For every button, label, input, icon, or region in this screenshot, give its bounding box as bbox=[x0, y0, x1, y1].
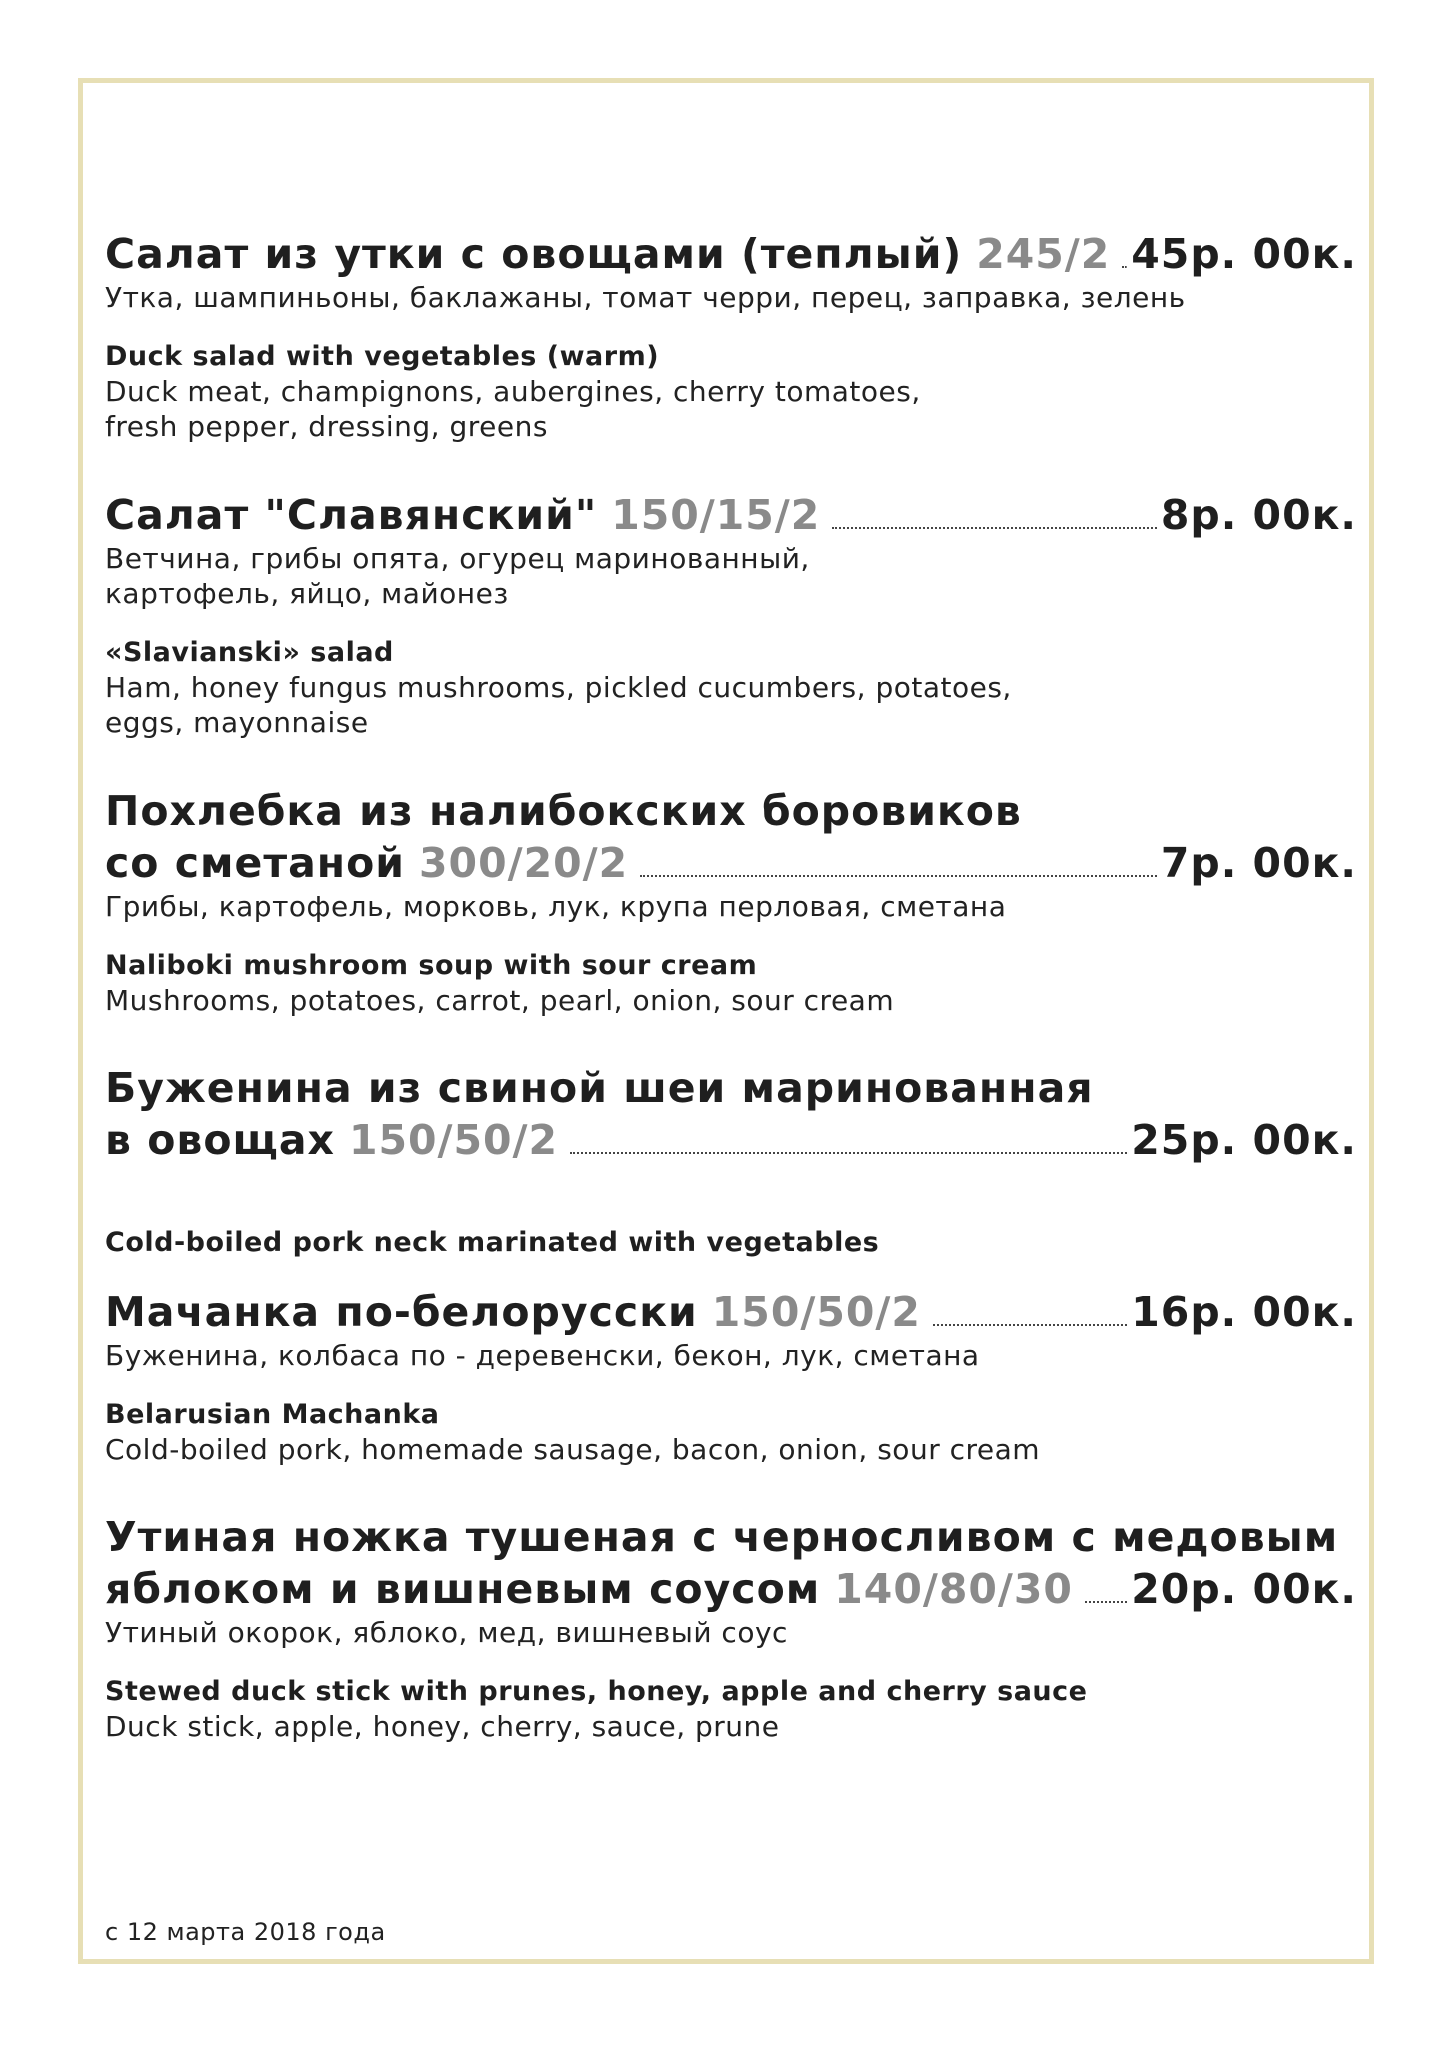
item-weight: 245/2 bbox=[976, 230, 1111, 278]
item-title-ru: Буженина из свиной шеи маринованная bbox=[105, 1064, 1094, 1112]
item-desc-ru: Утиный окорок, яблоко, мед, вишневый соус bbox=[105, 1616, 788, 1649]
item-weight: 150/15/2 bbox=[611, 491, 821, 539]
menu-item-duck-leg bbox=[105, 1511, 1357, 1744]
item-desc-en: Mushrooms, potatoes, carrot, pearl, onion, sour cream bbox=[105, 984, 895, 1017]
item-title-ru: в овощах bbox=[105, 1116, 335, 1164]
item-title-ru: яблоком и вишневым соусом bbox=[105, 1565, 821, 1613]
item-title-en: Naliboki mushroom soup with sour cream bbox=[105, 950, 758, 981]
dotted-leader bbox=[1122, 266, 1127, 268]
item-title-en: «Slavianski» salad bbox=[105, 637, 394, 668]
item-title-ru: со сметаной bbox=[105, 839, 406, 887]
item-weight: 140/80/30 bbox=[834, 1565, 1073, 1613]
item-desc-en: fresh pepper, dressing, greens bbox=[105, 410, 548, 443]
dotted-leader bbox=[1085, 1601, 1127, 1603]
item-title-line bbox=[105, 1114, 1357, 1166]
menu-item-duck-salad bbox=[105, 228, 1357, 444]
menu-item-mushroom-soup bbox=[105, 785, 1357, 1018]
item-title-ru: Похлебка из налибокских боровиков bbox=[105, 787, 1022, 835]
item-price: 45р. 00к. bbox=[1131, 230, 1357, 278]
item-title-line bbox=[105, 837, 1357, 889]
item-desc-ru: Буженина, колбаса по - деревенски, бекон, лук, сметана bbox=[105, 1339, 980, 1372]
item-title-en: Stewed duck stick with prunes, honey, apple and cherry sauce bbox=[105, 1676, 1088, 1707]
item-desc-en: Cold-boiled pork, homemade sausage, bacon, onion, sour cream bbox=[105, 1433, 1041, 1466]
item-price: 7р. 00к. bbox=[1160, 839, 1357, 887]
dotted-leader bbox=[570, 1152, 1127, 1154]
item-title-line bbox=[105, 489, 1357, 541]
item-price: 16р. 00к. bbox=[1131, 1288, 1357, 1336]
item-desc-en: Ham, honey fungus mushrooms, pickled cucumbers, potatoes, bbox=[105, 671, 1012, 704]
item-title-ru: Мачанка по-белорусски bbox=[105, 1288, 698, 1336]
item-desc-en: eggs, mayonnaise bbox=[105, 706, 369, 739]
item-price: 25р. 00к. bbox=[1131, 1116, 1357, 1164]
menu-item-machanka bbox=[105, 1286, 1357, 1467]
menu-item-slavianski-salad bbox=[105, 489, 1357, 740]
item-price: 20р. 00к. bbox=[1131, 1565, 1357, 1613]
item-title-ru: Салат из утки с овощами (теплый) bbox=[105, 230, 963, 278]
item-desc-en: Duck meat, champignons, aubergines, cherry tomatoes, bbox=[105, 375, 921, 408]
item-title-ru: Утиная ножка тушеная с черносливом с медовым bbox=[105, 1513, 1339, 1561]
item-weight: 150/50/2 bbox=[348, 1116, 559, 1164]
item-title-en: Belarusian Machanka bbox=[105, 1399, 440, 1430]
dotted-leader bbox=[933, 1324, 1127, 1326]
dotted-leader bbox=[832, 527, 1157, 529]
item-title-en: Duck salad with vegetables (warm) bbox=[105, 341, 660, 372]
item-price: 8р. 00к. bbox=[1160, 491, 1357, 539]
item-weight: 150/50/2 bbox=[711, 1288, 921, 1336]
item-desc-ru: Ветчина, грибы опята, огурец маринованный, bbox=[105, 542, 810, 575]
item-title-line bbox=[105, 1563, 1357, 1615]
item-desc-ru: картофель, яйцо, майонез bbox=[105, 577, 509, 610]
menu-item-pork-neck bbox=[105, 1062, 1357, 1260]
item-desc-ru: Утка, шампиньоны, баклажаны, томат черри, перец, заправка, зелень bbox=[105, 281, 1186, 314]
item-title-ru: Салат "Славянский" bbox=[105, 491, 598, 539]
dotted-leader bbox=[640, 875, 1157, 877]
item-weight: 300/20/2 bbox=[419, 839, 629, 887]
item-title-line bbox=[105, 1286, 1357, 1338]
item-desc-ru: Грибы, картофель, морковь, лук, крупа перловая, сметана bbox=[105, 890, 1007, 923]
item-desc-en: Duck stick, apple, honey, cherry, sauce, prune bbox=[105, 1710, 780, 1743]
item-title-line bbox=[105, 228, 1357, 280]
menu-date-footer: с 12 марта 2018 года bbox=[105, 1918, 386, 1946]
item-title-en: Cold-boiled pork neck marinated with vegetables bbox=[105, 1227, 880, 1258]
